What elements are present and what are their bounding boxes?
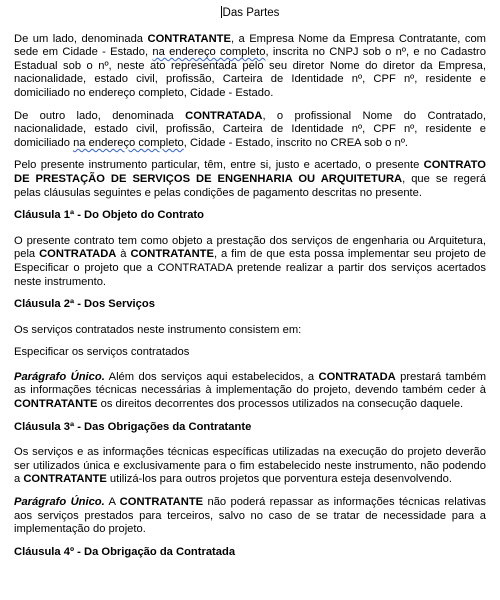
clause-3-heading: Cláusula 3ª - Das Obrigações da Contratante bbox=[14, 420, 252, 433]
spelling-error-mark[interactable]: na endereço completo bbox=[73, 136, 184, 149]
clause-2-heading: Cláusula 2ª - Dos Serviços bbox=[14, 298, 155, 311]
clause-1-text: O presente contrato tem como objeto a prestação dos serviços de engenharia ou Arquitetura, pela CONTRATADA à CONTRATANTE, a fim de que esta possa implementar seu projeto de Especificar o projeto que a CONTRATADA pretende realizar a partir dos serviços acertados neste instrumento. bbox=[14, 234, 486, 288]
clause-2-services: Especificar os serviços contratados bbox=[14, 346, 190, 359]
clause-3-text: Os serviços e as informações técnicas específicas utilizadas na execução do projeto deverão ser utilizados única e exclusivamente para o fim estabelecido neste instrumento, não podendo a CONTRATANTE utilizá-los para outros projetos que porventura esteja desenvolvendo. bbox=[14, 446, 486, 486]
text-cursor bbox=[221, 6, 222, 18]
clause-1-heading: Cláusula 1ª - Do Objeto do Contrato bbox=[14, 209, 204, 222]
clause-2-paragrafo-unico: Parágrafo Único. Além dos serviços aqui estabelecidos, a CONTRATADA prestará também as informações técnicas necessárias à implementação do projeto, devendo também ceder à CONTRATANTE os direitos decorrentes dos processos utilizados na consecução daquele. bbox=[14, 370, 487, 411]
paragraph-contratante: De um lado, denominada CONTRATANTE, a Empresa Nome da Empresa Contratante, com sede em Cidade - Estado, na endereço completo, inscrita no CNPJ sob o nº, e no Cadastro Estadual sob o nº, neste ato representada pelo seu diretor Nome do diretor da Empresa, nacionalidade, estado civil, profissão, Carteira de Identidade nº, CPF nº, residente e domiciliado no endereço completo, Cidade - Estado. bbox=[14, 32, 486, 99]
spelling-error-mark[interactable]: na endereço completo bbox=[152, 46, 266, 59]
clause-3-paragrafo-unico: Parágrafo Único. A CONTRATANTE não poderá repassar as informações técnicas relativas aos serviços prestados para terceiros, salvo no caso de se tratar de necessidade para a implementação do projeto. bbox=[14, 496, 486, 536]
clause-4-heading: Cláusula 4º - Da Obrigação da Contratada bbox=[14, 545, 236, 558]
clause-2-intro: Os serviços contratados neste instrumento consistem em: bbox=[14, 323, 302, 336]
document-title: Das Partes bbox=[222, 7, 280, 19]
paragraph-preamble: Pelo presente instrumento particular, têm, entre si, justo e acertado, o presente CONTRATO DE PRESTAÇÃO DE SERVIÇOS DE ENGENHARIA OU ARQUITETURA, que se regerá pelas cláusulas seguintes e pelas condições de pagamento descritas no presente. bbox=[14, 159, 486, 199]
paragraph-contratada: De outro lado, denominada CONTRATADA, o profissional Nome do Contratado, nacionalidade, estado civil, profissão, Carteira de Identidade nº, CPF nº, residente e domiciliado na endereço completo, Cidade - Estado, inscrito no CREA sob o nº. bbox=[14, 109, 486, 149]
